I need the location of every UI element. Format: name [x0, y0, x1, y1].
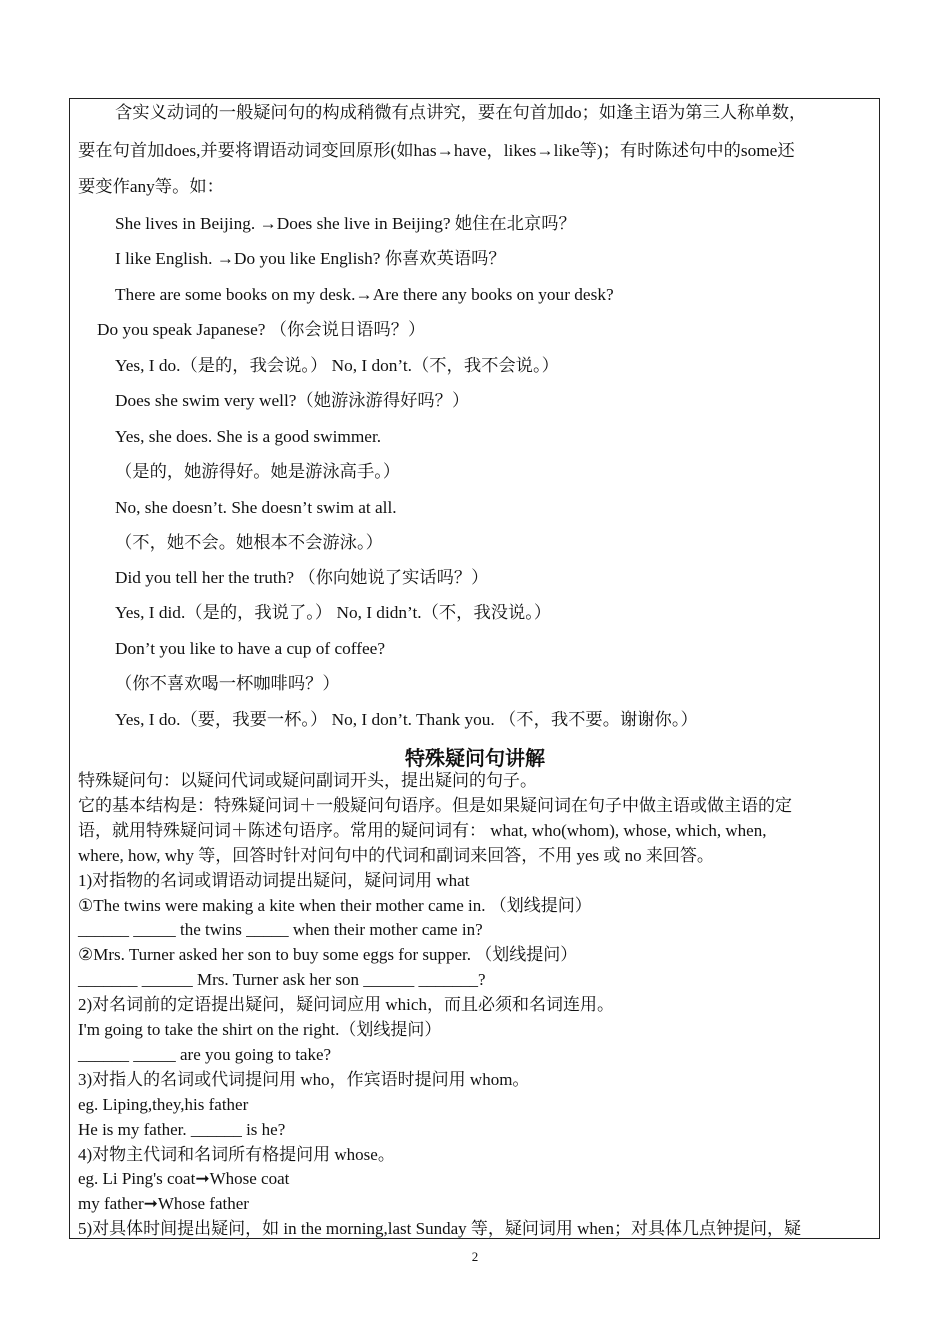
- text-line: 3)对指人的名词或代词提问用 who，作宾语时提问用 whom。: [78, 1069, 530, 1089]
- text-line: my father➞Whose father: [78, 1194, 249, 1214]
- text-line: 语，就用特殊疑问词＋陈述句语序。常用的疑问词有： what, who(whom), whose, which, when,: [78, 820, 767, 840]
- text-line: Yes, she does. She is a good swimmer.: [115, 427, 382, 446]
- text-line: Yes, I do.（要，我要一杯。） No, I don’t. Thank you. （不，我不要。谢谢你。）: [115, 710, 698, 729]
- text-line: eg. Li Ping's coat➞Whose coat: [78, 1169, 290, 1189]
- text-line: Yes, I did.（是的，我说了。） No, I didn’t.（不，我没说。）: [115, 603, 552, 622]
- text-line: _______ ______ Mrs. Turner ask her son ______ _______?: [78, 970, 486, 990]
- text-line: ①The twins were making a kite when their mother came in. （划线提问）: [78, 895, 592, 915]
- text-line: I like English. →Do you like English? 你喜欢英语吗？: [115, 249, 506, 268]
- page-number: 2: [471, 1249, 479, 1264]
- text-line: No, she doesn’t. She doesn’t swim at all.: [115, 498, 397, 517]
- text-line: ______ _____ are you going to take?: [78, 1044, 332, 1064]
- text-line: （是的，她游得好。她是游泳高手。）: [115, 462, 401, 481]
- text-line: 1)对指物的名词或谓语动词提出疑问，疑问词用 what: [78, 870, 470, 890]
- text-line: She lives in Beijing. →Does she live in Beijing? 她住在北京吗？: [115, 214, 576, 233]
- text-line: eg. Liping,they,his father: [78, 1094, 249, 1114]
- text-line: Don’t you like to have a cup of coffee?: [115, 639, 386, 658]
- text-line: He is my father. ______ is he?: [78, 1119, 286, 1139]
- text-line: 要在句首加does,并要将谓语动词变回原形(如has→have，likes→like等)；有时陈述句中的some还: [78, 141, 795, 160]
- text-line: 2)对名词前的定语提出疑问，疑问词应用 which，而且必须和名词连用。: [78, 995, 614, 1015]
- text-line: There are some books on my desk.→Are there any books on your desk?: [115, 285, 614, 304]
- text-line: 4)对物主代词和名词所有格提问用 whose。: [78, 1144, 395, 1164]
- text-line: I'm going to take the shirt on the right.（划线提问）: [78, 1020, 442, 1039]
- text-line: 特殊疑问句：以疑问代词或疑问副词开头，提出疑问的句子。: [78, 771, 537, 790]
- text-line: Does she swim very well?（她游泳游得好吗？）: [115, 391, 470, 410]
- text-line: 含实义动词的一般疑问句的构成稍微有点讲究，要在句首加do；如逢主语为第三人称单数，: [115, 103, 807, 122]
- text-line: 它的基本结构是：特殊疑问词＋一般疑问句语序。但是如果疑问词在句子中做主语或做主语的定: [78, 795, 792, 815]
- text-line: Do you speak Japanese? （你会说日语吗？）: [97, 320, 426, 339]
- text-line: （不，她不会。她根本不会游泳。）: [115, 533, 383, 552]
- text-line: 5)对具体时间提出疑问，如 in the morning,last Sunday 等，疑问词用 when；对具体几点钟提问，疑: [78, 1219, 801, 1239]
- text-line: where, how, why 等，回答时针对问句中的代词和副词来回答，不用 yes 或 no 来回答。: [78, 845, 714, 865]
- text-line: Did you tell her the truth? （你向她说了实话吗？）: [115, 568, 489, 587]
- text-line: ②Mrs. Turner asked her son to buy some eggs for supper. （划线提问）: [78, 945, 578, 965]
- text-line: （你不喜欢喝一杯咖啡吗？）: [115, 674, 340, 693]
- text-line: ______ _____ the twins _____ when their mother came in?: [78, 920, 483, 940]
- text-line: 要变作any等。如：: [78, 177, 224, 196]
- text-line: Yes, I do.（是的，我会说。） No, I don’t.（不，我不会说。）: [115, 356, 559, 375]
- section-title: 特殊疑问句讲解: [405, 748, 545, 770]
